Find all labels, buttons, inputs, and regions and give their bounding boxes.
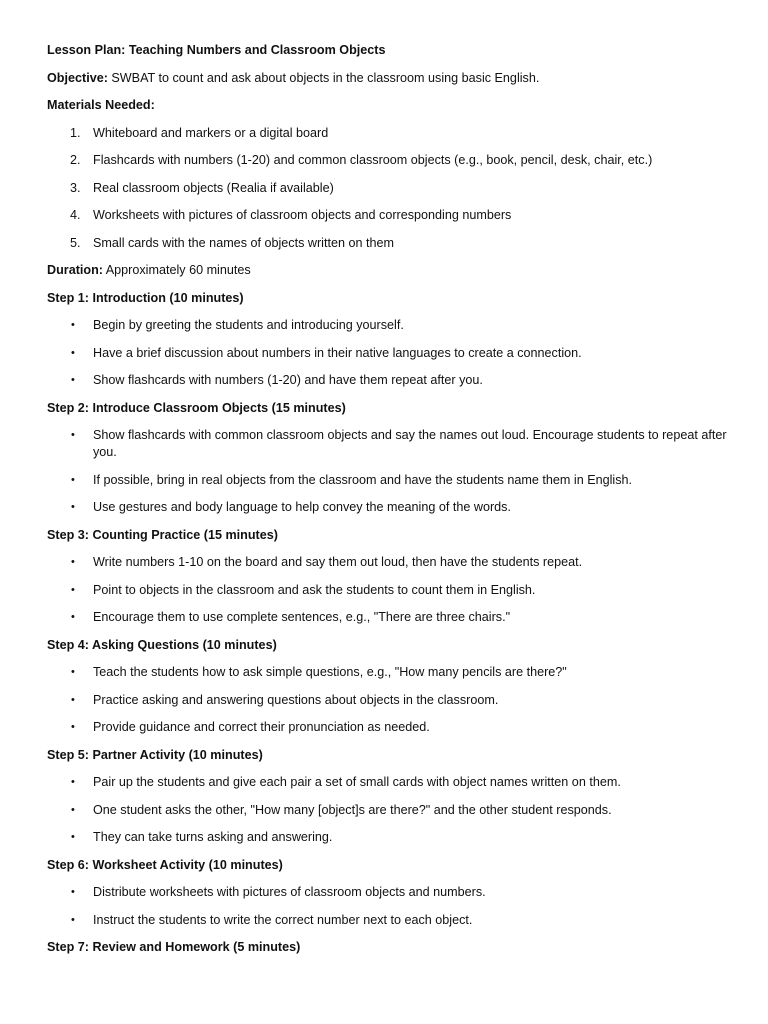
bullet-icon: • [71, 611, 75, 623]
step-item-text: Show flashcards with common classroom objects and say the names out loud. Encourage students to repeat after you. [93, 428, 727, 459]
step-item-text: Distribute worksheets with pictures of classroom objects and numbers. [93, 885, 486, 899]
step-item-text: Provide guidance and correct their pronunciation as needed. [93, 720, 430, 734]
bullet-icon: • [71, 473, 75, 486]
step-item-text: Have a brief discussion about numbers in their native languages to create a connection. [93, 345, 582, 360]
list-number: 4. [70, 208, 81, 222]
step-item-text: Instruct the students to write the correct number next to each object. [93, 912, 473, 927]
step-item-text: They can take turns asking and answering. [93, 830, 333, 844]
bullet-icon: • [71, 666, 75, 678]
step-heading: Step 6: Worksheet Activity (10 minutes) [47, 857, 283, 872]
bullet-icon: • [71, 583, 75, 596]
materials-item-text: Flashcards with numbers (1-20) and common classroom objects (e.g., book, pencil, desk, chair, etc.) [93, 153, 653, 167]
step-item [47, 829, 727, 846]
step-list [47, 884, 727, 929]
bullet-icon: • [71, 429, 75, 441]
step-item-text: Teach the students how to ask simple questions, e.g., "How many pencils are there?" [93, 665, 567, 679]
step-item [47, 664, 727, 681]
bullet-icon: • [71, 346, 75, 359]
list-number: 1. [70, 125, 81, 140]
materials-heading: Materials Needed: [47, 98, 155, 112]
step-item-text: One student asks the other, "How many [object]s are there?" and the other student responds. [93, 802, 612, 817]
bullet-icon: • [71, 803, 75, 816]
objective-text: SWBAT to count and ask about objects in the classroom using basic English. [107, 70, 540, 85]
materials-list [47, 125, 727, 252]
materials-item-text: Whiteboard and markers or a digital board [93, 125, 329, 140]
step-item-text: Use gestures and body language to help convey the meaning of the words. [93, 500, 511, 514]
bullet-icon: • [71, 693, 75, 706]
objective-line [47, 70, 727, 87]
bullet-icon: • [71, 556, 75, 568]
step-item-text: Encourage them to use complete sentences, e.g., "There are three chairs." [93, 610, 511, 624]
step-list [47, 554, 727, 626]
materials-item-text: Small cards with the names of objects written on them [93, 235, 394, 250]
step-item [47, 472, 727, 489]
step-item-text: Begin by greeting the students and introducing yourself. [93, 318, 404, 332]
document-page [47, 42, 727, 967]
bullet-icon: • [71, 913, 75, 926]
list-number: 5. [70, 235, 81, 250]
duration-label: Duration: [47, 263, 103, 277]
materials-item [47, 207, 727, 224]
step-item [47, 345, 727, 362]
step-list [47, 664, 727, 736]
step-list [47, 427, 727, 516]
bullet-icon: • [71, 831, 75, 843]
step-heading: Step 5: Partner Activity (10 minutes) [47, 747, 263, 762]
bullet-icon: • [71, 776, 75, 788]
step-heading: Step 1: Introduction (10 minutes) [47, 290, 244, 305]
bullet-icon: • [71, 501, 75, 513]
step-list [47, 774, 727, 846]
document-title: Lesson Plan: Teaching Numbers and Classroom Objects [47, 43, 386, 57]
bullet-icon: • [71, 319, 75, 331]
bullet-icon: • [71, 886, 75, 898]
materials-item [47, 180, 727, 197]
step-item [47, 884, 727, 901]
step-item [47, 692, 727, 709]
step-item-text: Practice asking and answering questions about objects in the classroom. [93, 692, 499, 707]
step-item [47, 719, 727, 736]
materials-item-text: Real classroom objects (Realia if available) [93, 180, 334, 195]
step-heading: Step 4: Asking Questions (10 minutes) [47, 637, 277, 652]
bullet-icon: • [71, 721, 75, 733]
duration-line [47, 262, 727, 279]
materials-item-text: Worksheets with pictures of classroom objects and corresponding numbers [93, 208, 512, 222]
step-item-text: Point to objects in the classroom and ask the students to count them in English. [93, 582, 536, 597]
step-heading: Step 3: Counting Practice (15 minutes) [47, 527, 278, 542]
materials-item [47, 125, 727, 142]
step-item-text: Write numbers 1-10 on the board and say them out loud, then have the students repeat. [93, 555, 583, 569]
step-list [47, 317, 727, 389]
step-item [47, 554, 727, 571]
bullet-icon: • [71, 374, 75, 386]
materials-item [47, 152, 727, 169]
step-item [47, 372, 727, 389]
step-item [47, 912, 727, 929]
list-number: 2. [70, 153, 81, 167]
step-item [47, 317, 727, 334]
step-heading: Step 7: Review and Homework (5 minutes) [47, 940, 301, 954]
step-item [47, 774, 727, 791]
step-item [47, 427, 727, 461]
step-item [47, 499, 727, 516]
step-item [47, 582, 727, 599]
duration-text: Approximately 60 minutes [102, 263, 251, 277]
step-item-text: Pair up the students and give each pair a set of small cards with object names written on them. [93, 775, 621, 789]
step-item-text: Show flashcards with numbers (1-20) and have them repeat after you. [93, 373, 483, 387]
step-item [47, 802, 727, 819]
objective-label: Objective: [47, 70, 108, 85]
step-item [47, 609, 727, 626]
step-heading: Step 2: Introduce Classroom Objects (15 minutes) [47, 400, 346, 415]
list-number: 3. [70, 180, 81, 195]
materials-item [47, 235, 727, 252]
step-item-text: If possible, bring in real objects from the classroom and have the students name them in English. [93, 472, 633, 487]
